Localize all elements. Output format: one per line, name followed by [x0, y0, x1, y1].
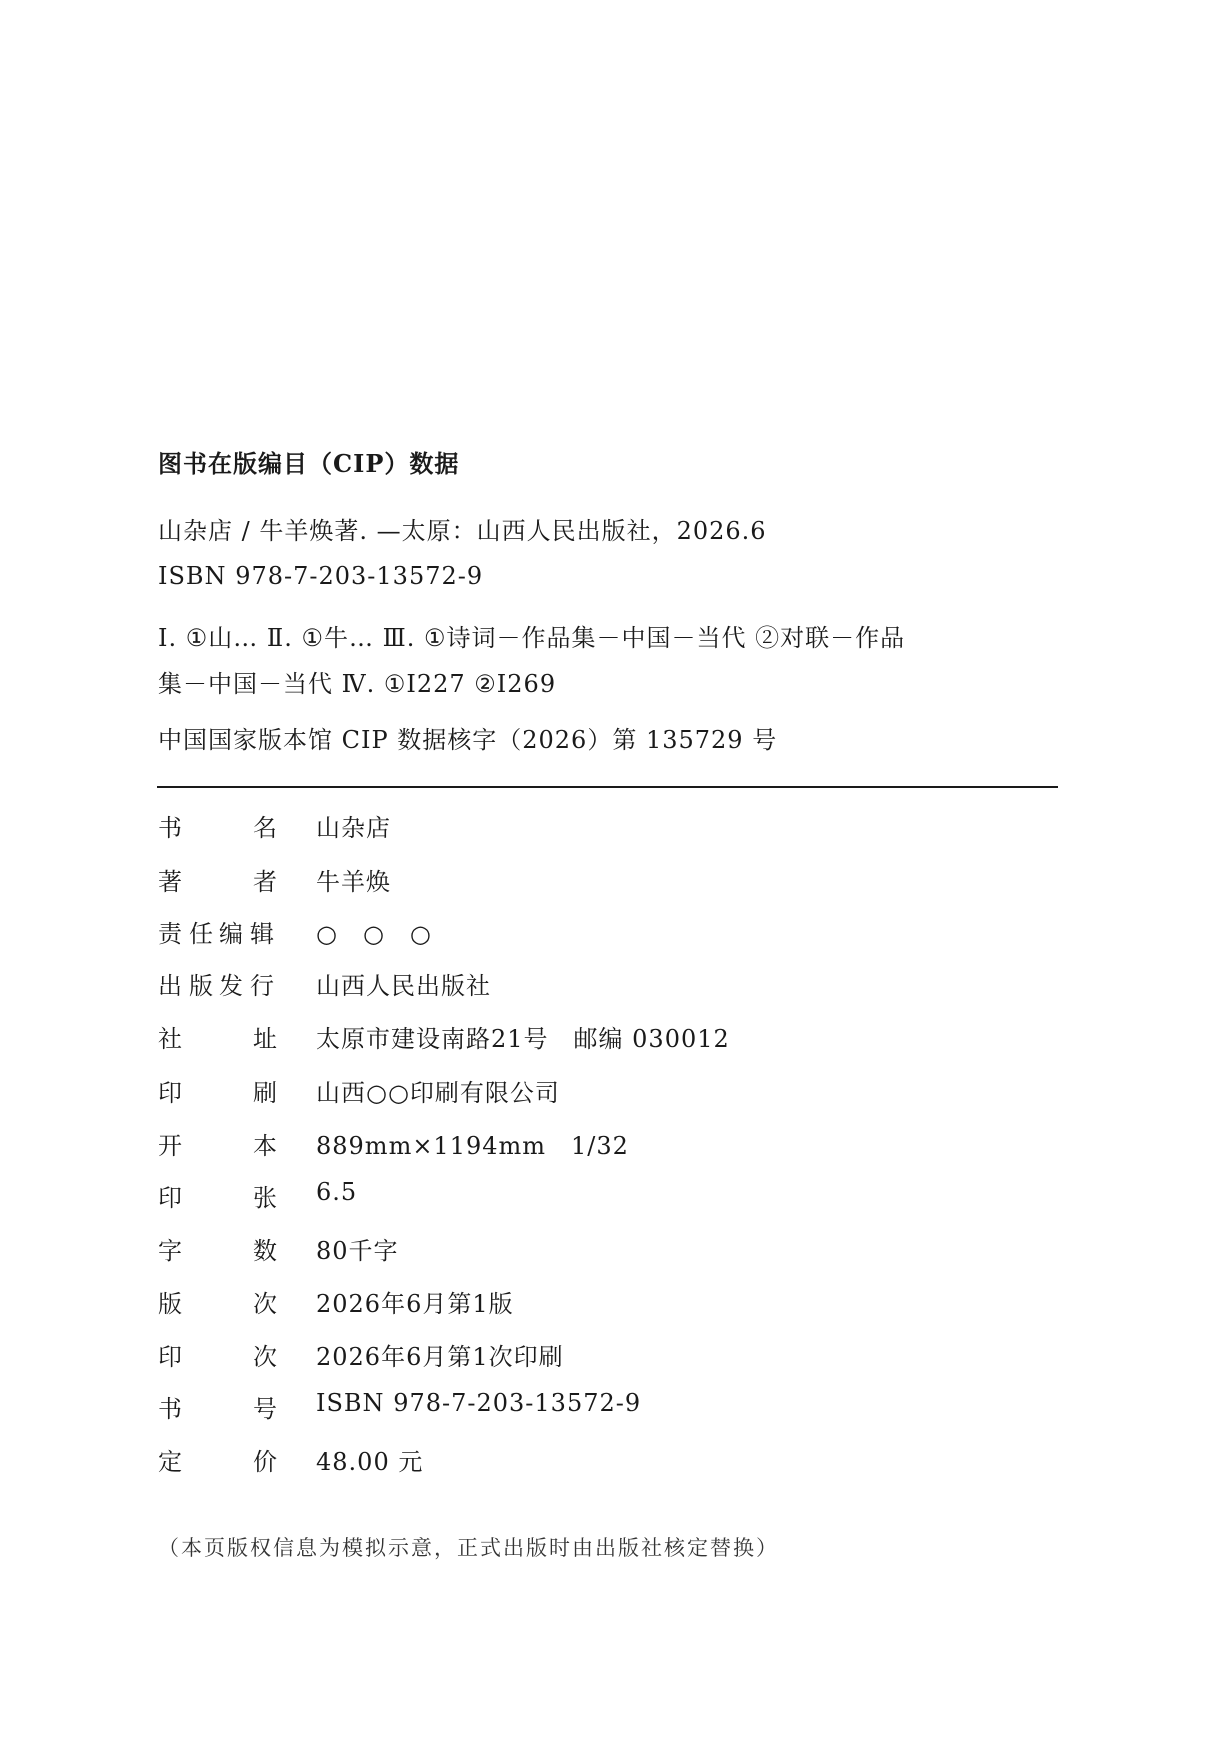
cip-classification-line-2: 集－中国－当代 Ⅳ. ①I227 ②I269: [158, 670, 557, 698]
info-label: [158, 1284, 286, 1318]
info-label: [158, 914, 286, 948]
info-label-char: 版: [158, 1290, 182, 1318]
divider-rule: [157, 786, 1058, 788]
info-value: 6.5: [316, 1178, 358, 1206]
info-label: [158, 1019, 286, 1053]
info-label-char: 版: [189, 972, 213, 1000]
info-value: 2026年6月第1次印刷: [316, 1343, 564, 1371]
info-value: ISBN 978-7-203-13572-9: [316, 1389, 642, 1417]
info-label-char: 本: [253, 1132, 277, 1160]
info-label: [158, 1126, 286, 1160]
info-label-char: 址: [253, 1025, 277, 1053]
info-label-char: 数: [253, 1237, 277, 1265]
info-label-char: 者: [253, 868, 277, 896]
cip-title: 图书在版编目（CIP）数据: [158, 449, 460, 478]
info-value: 889mm×1194mm 1/32: [316, 1132, 629, 1160]
info-label-char: 行: [250, 972, 274, 1000]
info-label-char: 书: [158, 814, 182, 842]
info-label-char: 辑: [250, 920, 274, 948]
info-value: 80千字: [316, 1237, 399, 1265]
cip-classification-line-1: Ⅰ. ①山… Ⅱ. ①牛… Ⅲ. ①诗词－作品集－中国－当代 ②对联－作品: [158, 624, 906, 652]
info-label-char: 责: [158, 920, 182, 948]
info-label-char: 著: [158, 868, 182, 896]
info-label-char: 刷: [253, 1079, 277, 1107]
info-label-char: 次: [253, 1290, 277, 1318]
info-label-char: 定: [158, 1448, 182, 1476]
info-label-char: 名: [253, 814, 277, 842]
info-label-char: 印: [158, 1343, 182, 1371]
info-label-char: 号: [253, 1395, 277, 1423]
info-label: [158, 1442, 286, 1476]
info-label-char: 印: [158, 1184, 182, 1212]
info-label-char: 价: [253, 1448, 277, 1476]
cip-bibliographic-line: 山杂店 / 牛羊焕著. —太原：山西人民出版社，2026.6: [158, 517, 767, 545]
info-label-char: 字: [158, 1237, 182, 1265]
info-label-char: 任: [189, 920, 213, 948]
info-value: 牛羊焕: [316, 868, 391, 896]
info-label-char: 印: [158, 1079, 182, 1107]
info-label-char: 张: [253, 1184, 277, 1212]
info-value: 山西○○印刷有限公司: [316, 1079, 560, 1107]
info-value: 山杂店: [316, 814, 391, 842]
cip-library-line: 中国国家版本馆 CIP 数据核字（2026）第 135729 号: [158, 726, 778, 754]
info-label: [158, 1073, 286, 1107]
info-value: 48.00 元: [316, 1448, 424, 1476]
info-label-char: 开: [158, 1132, 182, 1160]
info-label: [158, 1337, 286, 1371]
info-label: [158, 808, 286, 842]
info-label-char: 编: [219, 920, 243, 948]
info-label-char: 出: [158, 972, 182, 1000]
info-label: [158, 1178, 286, 1212]
info-label: [158, 966, 286, 1000]
info-label-char: 次: [253, 1343, 277, 1371]
info-label-char: 社: [158, 1025, 182, 1053]
cip-isbn-line: ISBN 978-7-203-13572-9: [158, 562, 484, 590]
info-value: 山西人民出版社: [316, 972, 491, 1000]
info-value: ○ ○ ○: [316, 920, 432, 948]
info-value: 太原市建设南路21号 邮编 030012: [316, 1025, 730, 1053]
info-value: 2026年6月第1版: [316, 1290, 514, 1318]
disclaimer-note: （本页版权信息为模拟示意，正式出版时由出版社核定替换）: [158, 1536, 779, 1560]
info-label: [158, 862, 286, 896]
info-label: [158, 1231, 286, 1265]
info-label-char: 书: [158, 1395, 182, 1423]
info-label: [158, 1389, 286, 1423]
info-label-char: 发: [219, 972, 243, 1000]
